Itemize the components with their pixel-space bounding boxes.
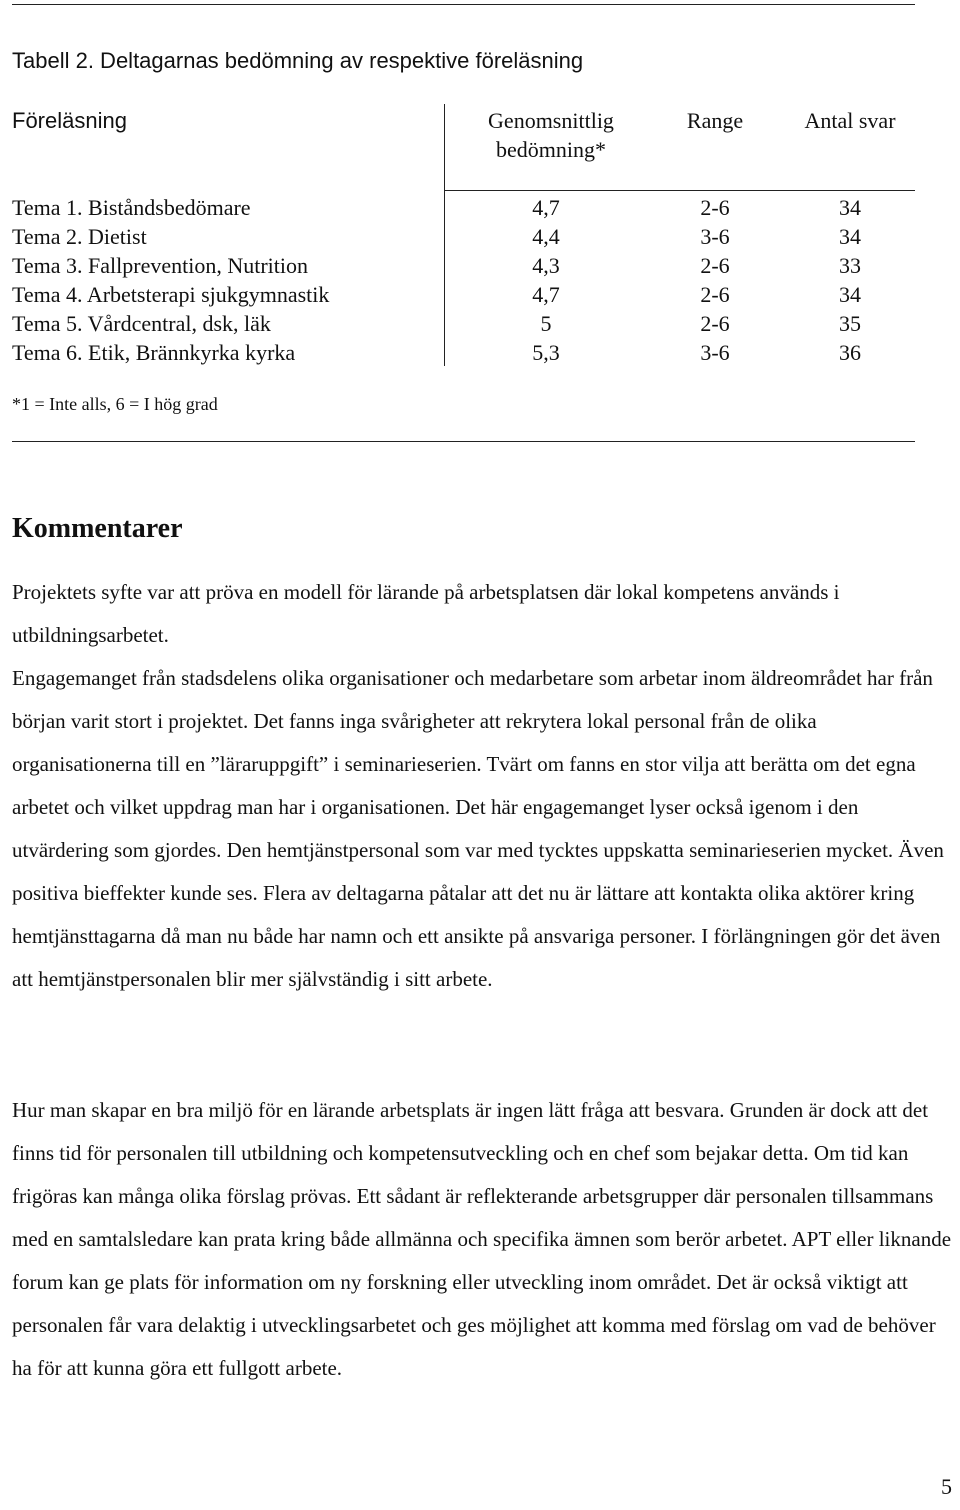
paragraph-2: Hur man skapar en bra miljö för en lärande arbetsplats är ingen lätt fråga att besvara. Grunden är dock att det finns tid för personalen till utbildning och kompetensutveckling och en chef som bejakar detta. Om tid kan frigöras kan många olika förslag prövas. Ett sådant är reflekterande arbetsgrupper där personalen tillsammans med en samtalsledare kan prata kring både allmänna och specifika ämnen som berör arbetet. APT eller liknande forum kan ge plats för information om ny forskning eller utveckling inom området. Det är också viktigt att personalen får vara delaktig i utvecklingsarbetet och ges möjlighet att komma med förslag om vad de behöver ha för att kunna göra ett fullgott arbete. — [12, 1098, 952, 1380]
header-count: Antal svar — [804, 108, 896, 133]
row-range: 2-6 — [700, 282, 730, 307]
row-range: 2-6 — [700, 195, 730, 220]
header-average-line1: Genomsnittlig — [488, 108, 614, 133]
row-name: Tema 4. Arbetsterapi sjukgymnastik — [12, 282, 330, 307]
row-average: 5 — [540, 311, 552, 336]
row-range: 2-6 — [700, 311, 730, 336]
row-name: Tema 6. Etik, Brännkyrka kyrka — [12, 340, 296, 365]
page-number: 5 — [941, 1474, 952, 1499]
row-range: 3-6 — [700, 224, 730, 249]
row-average: 5,3 — [532, 340, 560, 365]
table-footnote: *1 = Inte alls, 6 = I hög grad — [12, 394, 218, 414]
row-name: Tema 5. Vårdcentral, dsk, läk — [12, 311, 271, 336]
row-count: 36 — [839, 340, 861, 365]
row-count: 34 — [839, 282, 861, 307]
row-count: 34 — [839, 224, 861, 249]
row-count: 35 — [839, 311, 861, 336]
row-range: 2-6 — [700, 253, 730, 278]
column-divider — [444, 104, 445, 190]
table-row — [0, 193, 960, 222]
table-body — [0, 193, 960, 367]
row-average: 4,3 — [532, 253, 560, 278]
table-row — [0, 309, 960, 338]
header-lecture: Föreläsning — [12, 108, 127, 133]
paragraph-1-lead: Projektets syfte var att pröva en modell för lärande på arbetsplatsen där lokal kompetens används i utbildningsarbetet. — [12, 580, 840, 647]
row-count: 33 — [839, 253, 861, 278]
row-average: 4,4 — [532, 224, 560, 249]
header-average-line2: bedömning* — [496, 137, 606, 162]
row-average: 4,7 — [532, 195, 560, 220]
row-name: Tema 1. Biståndsbedömare — [12, 195, 251, 220]
section-title: Kommentarer — [12, 513, 183, 544]
paragraph-1 — [12, 571, 958, 1001]
table-row — [0, 338, 960, 367]
table-row — [0, 222, 960, 251]
row-range: 3-6 — [700, 340, 730, 365]
row-name: Tema 3. Fallprevention, Nutrition — [12, 253, 309, 278]
bottom-rule — [12, 441, 915, 442]
table-title: Tabell 2. Deltagarnas bedömning av respektive föreläsning — [12, 48, 584, 73]
row-name: Tema 2. Dietist — [12, 224, 147, 249]
paragraph-1-body: Engagemanget från stadsdelens olika organisationer och medarbetare som arbetar inom äldreområdet har från början varit stort i projektet. Det fanns inga svårigheter att rekrytera lokal personal från de olika organisationerna till en ”läraruppgift” i seminarieserien. Tvärt om fanns en stor vilja att berätta om det egna arbetet och vilket uppdrag man har i organisationen. Det här engagemanget lyser också igenom i den utvärdering som gjordes. Den hemtjänstpersonal som var med tycktes uppskatta seminarieserien mycket. Även positiva bieffekter kunde ses. Flera av deltagarna påtalar att det nu är lättare att kontakta olika aktörer kring hemtjänsttagarna då man nu både har namn och ett ansikte på ansvariga personer. I förlängningen gör det även att hemtjänstpersonalen blir mer självständig i sitt arbete. — [12, 666, 944, 991]
header-average — [446, 106, 656, 164]
header-range: Range — [686, 108, 744, 133]
table-row — [0, 280, 960, 309]
row-count: 34 — [839, 195, 861, 220]
row-average: 4,7 — [532, 282, 560, 307]
top-rule — [12, 4, 915, 5]
header-rule — [445, 190, 915, 191]
table-row — [0, 251, 960, 280]
